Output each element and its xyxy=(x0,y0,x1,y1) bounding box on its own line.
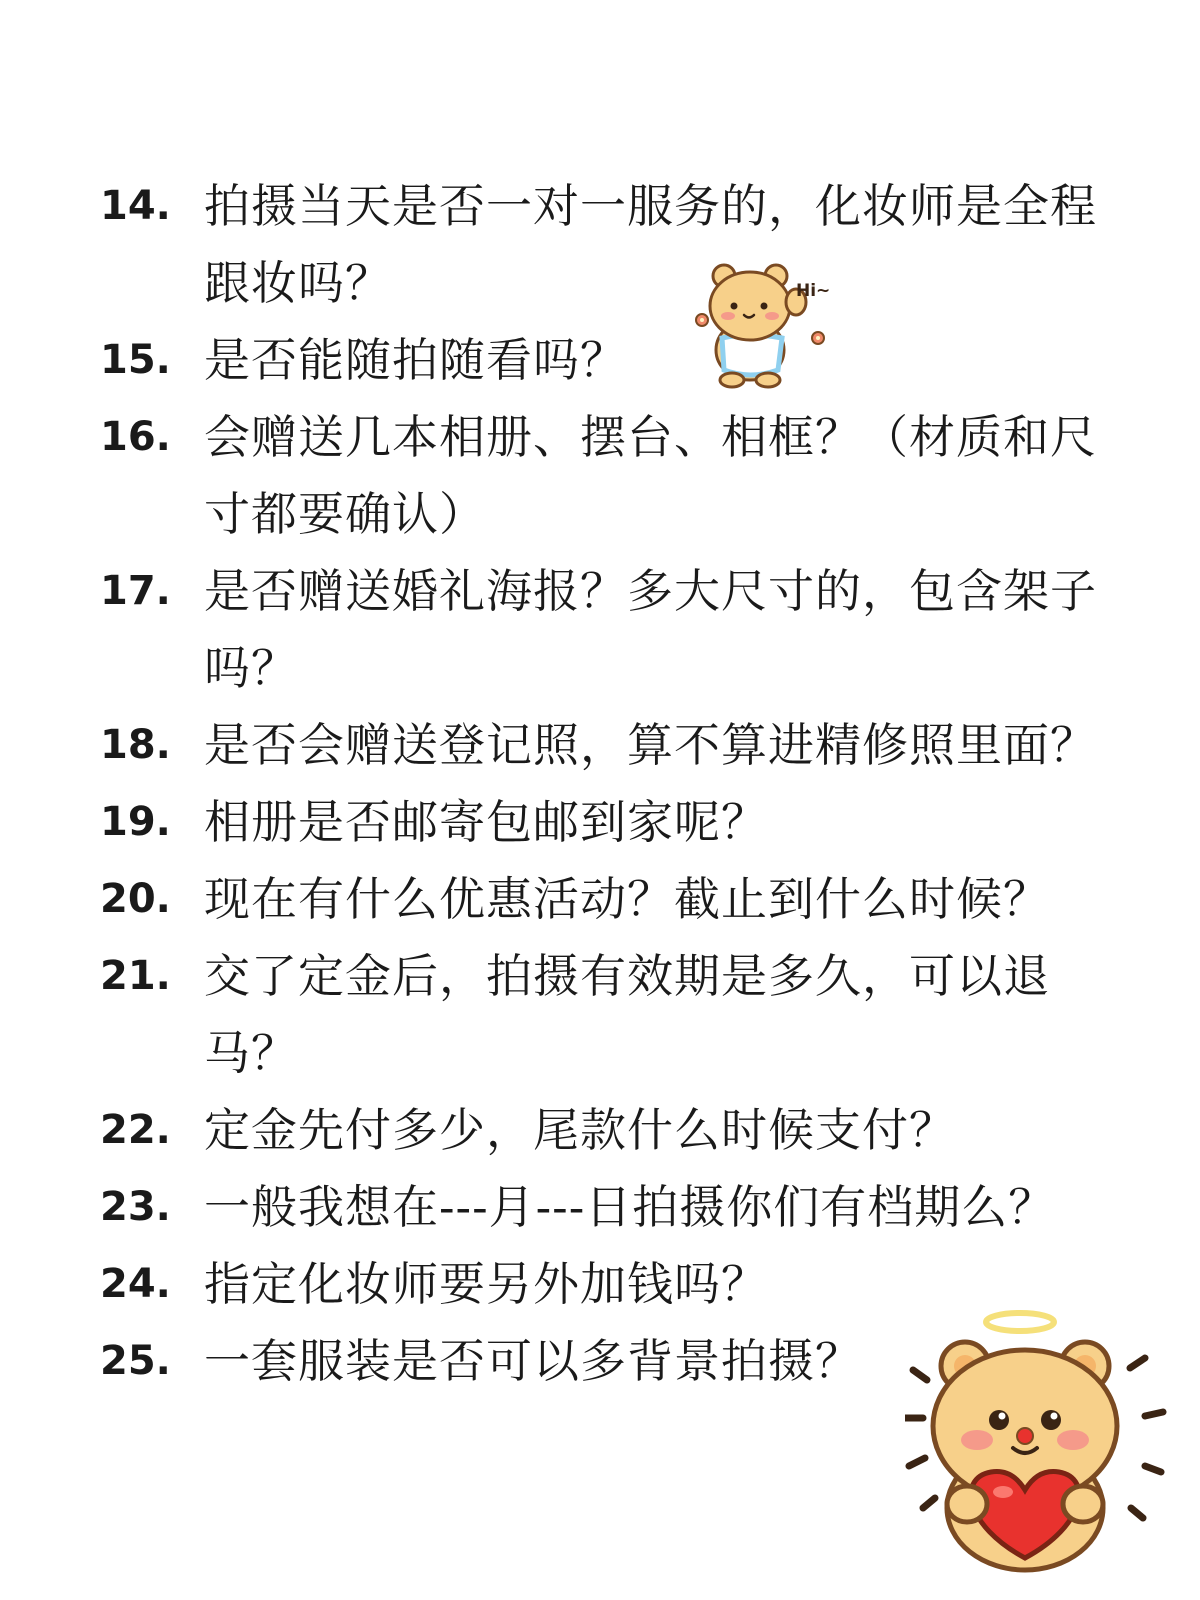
question-text: 交了定金后，拍摄有效期是多久，可以退 马？ xyxy=(204,949,1050,1080)
question-number: 18. xyxy=(100,722,171,768)
question-list xyxy=(100,168,1130,1400)
question-text: 拍摄当天是否一对一服务的，化妆师是全程跟妆吗？ xyxy=(204,179,1097,310)
question-number: 17. xyxy=(100,568,171,614)
question-item-21 xyxy=(100,938,1130,1092)
question-text: 是否会赠送登记照，算不算进精修照里面？ xyxy=(204,718,1097,772)
angel-bear-heart-icon xyxy=(905,1308,1175,1583)
halo-icon xyxy=(986,1313,1054,1331)
question-number: 20. xyxy=(100,876,171,922)
waving-bear-icon xyxy=(690,262,850,392)
question-number: 15. xyxy=(100,337,171,383)
question-text: 定金先付多少，尾款什么时候支付？ xyxy=(204,1103,956,1157)
question-text: 相册是否邮寄包邮到家呢？ xyxy=(204,795,768,849)
question-item-19 xyxy=(100,784,1130,861)
question-item-22 xyxy=(100,1092,1130,1169)
question-item-23 xyxy=(100,1169,1130,1246)
flower-icon xyxy=(696,314,708,326)
question-text: 指定化妆师要另外加钱吗？ xyxy=(204,1257,768,1311)
question-item-18 xyxy=(100,707,1130,784)
question-text: 一套服装是否可以多背景拍摄？ xyxy=(204,1334,862,1388)
question-number: 16. xyxy=(100,414,171,460)
question-item-20 xyxy=(100,861,1130,938)
question-number: 23. xyxy=(100,1184,171,1230)
question-text: 是否赠送婚礼海报？多大尺寸的，包含架子吗？ xyxy=(204,564,1097,695)
question-number: 21. xyxy=(100,953,171,999)
hi-text: Hi~ xyxy=(796,281,831,301)
flower-icon xyxy=(812,332,824,344)
question-text: 是否能随拍随看吗？ xyxy=(204,333,627,387)
question-item-16 xyxy=(100,399,1130,553)
question-number: 19. xyxy=(100,799,171,845)
question-item-15 xyxy=(100,322,1130,399)
question-number: 22. xyxy=(100,1107,171,1153)
question-item-17 xyxy=(100,553,1130,707)
question-text: 会赠送几本相册、摆台、相框？（材质和尺寸都要确认） xyxy=(204,410,1097,541)
question-number: 14. xyxy=(100,183,171,229)
question-text: 现在有什么优惠活动？截止到什么时候？ xyxy=(204,872,1050,926)
question-text: 一般我想在---月---日拍摄你们有档期么？ xyxy=(204,1180,1056,1234)
question-number: 25. xyxy=(100,1338,171,1384)
question-number: 24. xyxy=(100,1261,171,1307)
question-item-14 xyxy=(100,168,1130,322)
